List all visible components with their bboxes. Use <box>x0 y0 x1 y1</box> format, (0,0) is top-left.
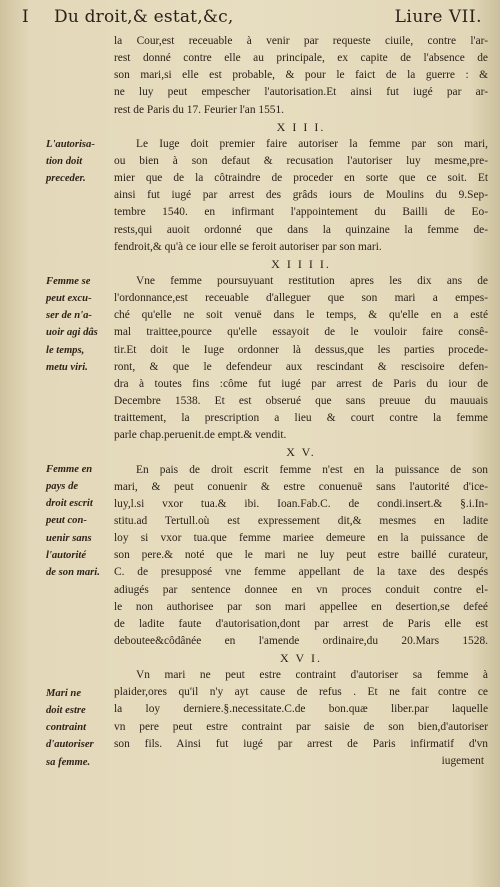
text-line: son fils. Ainsi fut iugé par arrest de Paris infirmatif d'vn <box>114 737 488 750</box>
text-line: traittement, la prescription a lieu & court contre la femme <box>114 412 488 425</box>
catchword: iugement <box>441 754 484 767</box>
text-line: C. de presupposé vne femme appellant de la taxe des despés <box>114 566 488 579</box>
section-numeral: X V. <box>286 445 316 460</box>
margin-note-line: metu viri. <box>46 361 88 373</box>
margin-note-line: peut excu- <box>46 293 92 305</box>
margin-note-line: droit escrit <box>46 498 93 510</box>
text-line: Decembre 1538. Et est obserué que sans preuue du mauuais <box>114 394 488 407</box>
margin-note-xvi <box>46 685 116 771</box>
text-line: ainsi fut iugé par arrest des grâds iours de Moulins du 9.Sep- <box>114 189 488 202</box>
margin-note-line: uenir sans <box>46 532 92 544</box>
text-line: mal traittee,pource qu'elle essayoit de le vouloir faire consê- <box>114 326 488 339</box>
margin-note-line: L'autorisa- <box>46 139 95 150</box>
margin-note-line: contraint <box>46 722 87 734</box>
text-line: Vne femme poursuyuant restitution apres les dix ans de <box>136 274 488 287</box>
text-line: stitu.ad Tertull.où est expressement dit,& mesmes en ladite <box>114 514 488 527</box>
text-line: mier que de la côtraindre de proceder en sorte que ce soit. Et <box>114 172 488 185</box>
margin-note-line: Mari ne <box>46 688 82 699</box>
margin-note-line: sa femme. <box>46 756 91 768</box>
text-line: son mari,si elle est probable, & pour le faict de la guerre : & <box>114 69 488 82</box>
margin-note-line: ser de n'a- <box>46 310 92 322</box>
main-text <box>114 33 488 770</box>
margin-note-line: peut con- <box>46 515 87 527</box>
text-line: loy si vxor tua.que femme mariee demeure en la puissance de <box>114 532 488 545</box>
margin-note-xv <box>46 461 116 581</box>
margin-note-line: doit estre <box>46 705 86 717</box>
text-line: rests,qui auoit ordonné que dans la quinzaine la femme de- <box>114 223 488 236</box>
text-line: plaider,ores qu'il n'y ayt cause de refus . Et ne fait contre ce <box>114 686 488 699</box>
margin-note-line: d'autoriser <box>46 739 94 751</box>
text-line: Vn mari ne peut estre contraint d'autoriser sa femme à <box>136 669 488 682</box>
text-line: vn pere peut estre contraint par saisie de son bien,d'autoriser <box>114 720 488 733</box>
margin-note-line: pays de <box>46 481 79 493</box>
text-line: ront, & que le defendeur aux rescindant & rescisoire defen- <box>114 360 488 373</box>
text-line: l'ordonnance,est receuable d'alleguer que son mari a empes- <box>114 292 488 305</box>
running-header <box>22 4 486 30</box>
text-line: rest donné contre elle au principale, ex capite de l'absence de <box>114 52 488 65</box>
margin-note-line: tion doit <box>46 156 83 168</box>
text-line: ou bien à son defaut & recusation l'autoriser luy mesme,pre- <box>114 154 488 167</box>
text-line: la Cour,est receuable à venir par requeste ciuile, contre l'ar- <box>114 35 488 47</box>
text-line: En pais de droit escrit femme n'est en la puissance de son <box>136 463 488 476</box>
section-numeral: X I I I I. <box>271 256 331 271</box>
margin-note-line: Femme se <box>46 276 91 287</box>
section-numeral: X I I I. <box>276 119 326 134</box>
text-line: luy,l.si vxor tua.& ibi. Ioan.Fab.C. de condi.insert.& §.i.In- <box>114 497 488 510</box>
margin-note-line: l'autorité <box>46 549 87 561</box>
text-line: tir.Et doit le Iuge ordonner là dessus,que les parties procede- <box>114 343 488 356</box>
text-line: la loy derniere.§.necessitate.C.de bon.quæ liber.par laquelle <box>114 703 488 716</box>
book-label: Liure VII. <box>394 7 482 27</box>
running-title: Du droit,& estat,&c, <box>54 7 234 27</box>
text-line: Le Iuge doit premier faire autoriser la femme par son mari, <box>136 137 488 150</box>
text-line: parle chap.peruenit.de empt.& vendit. <box>114 429 287 442</box>
text-line: son pere.& noté que le mari ne luy peut estre baillé curateur, <box>114 549 488 562</box>
margin-note-xiiii <box>46 273 116 376</box>
margin-note-line: le temps, <box>46 344 85 356</box>
margin-note-line: Femme en <box>46 464 93 475</box>
text-line: deboutee&côdânée en l'amende ordinaire,du 20.Mars 1528. <box>114 634 488 647</box>
text-line: le non authorisee par son mari appellee en desertion,se defeé <box>114 600 488 613</box>
text-line: ne luy peut empescher l'autorisation.Et ainsi fut iugé par ar- <box>114 86 488 99</box>
page-number: I <box>22 7 29 27</box>
text-line: fendroit,& qu'à ce iour elle se feroit autoriser par son mari. <box>114 240 382 253</box>
margin-note-line: uoir agi dâs <box>46 327 98 339</box>
text-line: rest de Paris du 17. Feurier l'an 1551. <box>114 103 285 116</box>
text-line: adiugés par sentence donnee en vn proces conduit contre el- <box>114 583 488 596</box>
text-line: tembre 1540. en infirmant l'appointement du Bailli de Eo- <box>114 206 488 219</box>
margin-note-line: preceder. <box>46 173 86 185</box>
section-numeral: X V I. <box>280 651 322 666</box>
text-line: ché qu'elle ne soit venuë dans le temps, & qu'elle en a esté <box>114 309 488 322</box>
text-line: de ladite faute d'autorisation,dont par arrest de Paris elle est <box>114 617 488 630</box>
margin-note-line: de son mari. <box>46 566 100 578</box>
text-line: dra à toutes fins :côme fut iugé par arrest de Paris du iour de <box>114 377 488 390</box>
text-line: mari, & peut conuenir & estre conuenuë sans l'autorité d'ice- <box>114 480 488 493</box>
margin-note-xiii <box>46 136 116 187</box>
